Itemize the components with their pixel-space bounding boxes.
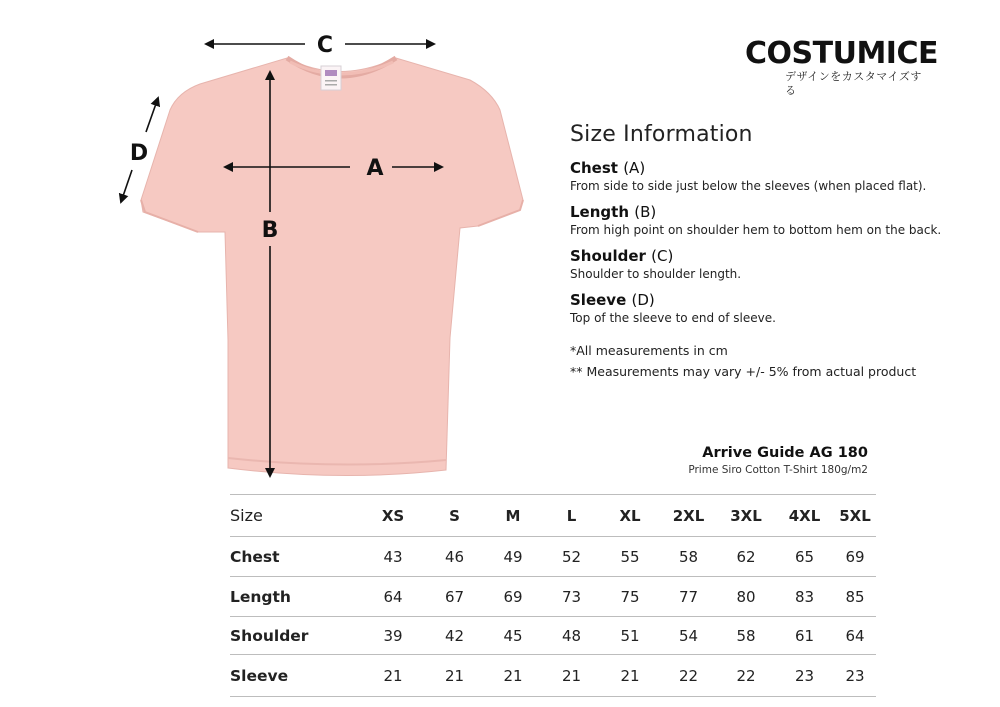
size-column-header: L: [566, 506, 577, 525]
info-item-name: Chest: [570, 159, 618, 177]
table-cell: 22: [736, 666, 756, 685]
table-cell: 21: [561, 666, 582, 685]
label-d: D: [129, 141, 149, 166]
note-units: *All measurements in cm: [570, 343, 728, 358]
tshirt-diagram: [110, 30, 550, 490]
product-description: Prime Siro Cotton T-Shirt 180g/m2: [688, 464, 868, 476]
table-cell: 67: [444, 587, 465, 606]
table-cell: 42: [444, 626, 465, 645]
table-cell: 65: [794, 547, 815, 566]
info-item-length: [570, 203, 990, 238]
size-column-header: M: [505, 506, 521, 525]
table-cell: 52: [561, 547, 582, 566]
info-item-code: (A): [623, 159, 646, 177]
table-cell: 69: [503, 587, 523, 606]
table-cell: 64: [383, 587, 403, 606]
table-cell: 23: [794, 666, 815, 685]
table-row-sleeve: [230, 655, 876, 697]
table-cell: 39: [383, 626, 403, 645]
label-b: B: [261, 218, 279, 243]
table-header-row: [230, 495, 876, 537]
product-caption: [620, 444, 868, 478]
size-column-header: XL: [619, 506, 641, 525]
label-a: A: [366, 156, 384, 181]
info-item-code: (D): [631, 291, 655, 309]
table-cell: 45: [503, 626, 523, 645]
row-label: Chest: [230, 547, 280, 566]
table-cell: 73: [561, 587, 582, 606]
table-cell: 80: [736, 587, 756, 606]
size-chart-table: [230, 494, 876, 697]
note-variance: ** Measurements may vary +/- 5% from actual product: [570, 364, 917, 379]
info-item-sleeve: [570, 291, 990, 326]
table-cell: 54: [678, 626, 699, 645]
table-cell: 55: [620, 547, 640, 566]
info-title: Size Information: [570, 122, 753, 147]
label-c: C: [316, 33, 334, 58]
table-cell: 23: [845, 666, 865, 685]
table-cell: 21: [444, 666, 465, 685]
size-information: [570, 122, 990, 382]
size-column-header: S: [449, 506, 460, 525]
header-size-label: Size: [230, 506, 263, 525]
table-cell: 75: [620, 587, 640, 606]
table-cell: 58: [678, 547, 699, 566]
info-item-name: Length: [570, 203, 629, 221]
table-cell: 83: [794, 587, 815, 606]
table-cell: 69: [845, 547, 865, 566]
table-row-chest: [230, 537, 876, 577]
brand-name: COSTUMICE: [745, 36, 938, 71]
table-cell: 46: [444, 547, 465, 566]
info-item-desc: From side to side just below the sleeves (when placed flat).: [570, 179, 927, 193]
info-item-code: (C): [651, 247, 674, 265]
row-label: Sleeve: [230, 666, 289, 685]
tshirt-shape: [141, 58, 523, 476]
info-item-desc: Top of the sleeve to end of sleeve.: [570, 311, 776, 325]
table-cell: 21: [503, 666, 523, 685]
info-item-desc: From high point on shoulder hem to bottom hem on the back.: [570, 223, 942, 237]
arrow-d: [146, 98, 158, 132]
table-cell: 49: [503, 547, 523, 566]
table-cell: 51: [620, 626, 640, 645]
info-item-desc: Shoulder to shoulder length.: [570, 267, 742, 281]
size-column-header: XS: [381, 506, 405, 525]
neck-label: [321, 66, 341, 90]
info-item-code: (B): [634, 203, 657, 221]
product-name: Arrive Guide AG 180: [702, 445, 868, 461]
size-column-header: 5XL: [839, 506, 871, 525]
row-label: Shoulder: [230, 626, 309, 645]
table-cell: 22: [678, 666, 699, 685]
brand-logo: [745, 36, 938, 98]
size-column-header: 3XL: [730, 506, 762, 525]
info-item-chest: [570, 159, 990, 194]
table-row-length: [230, 577, 876, 617]
info-item-shoulder: [570, 247, 990, 282]
table-cell: 21: [383, 666, 403, 685]
table-cell: 58: [736, 626, 756, 645]
table-cell: 85: [845, 587, 865, 606]
brand-tagline: デザインをカスタマイズする: [785, 70, 922, 97]
info-item-name: Shoulder: [570, 247, 646, 265]
size-column-header: 4XL: [788, 506, 821, 525]
table-cell: 61: [794, 626, 815, 645]
table-cell: 62: [736, 547, 756, 566]
table-row-shoulder: [230, 617, 876, 655]
table-cell: 21: [620, 666, 640, 685]
table-cell: 43: [383, 547, 403, 566]
measurement-notes: [570, 340, 990, 382]
info-item-name: Sleeve: [570, 291, 627, 309]
table-cell: 77: [678, 587, 699, 606]
size-column-header: 2XL: [672, 506, 705, 525]
table-cell: 64: [845, 626, 865, 645]
row-label: Length: [230, 587, 291, 606]
table-cell: 48: [561, 626, 582, 645]
